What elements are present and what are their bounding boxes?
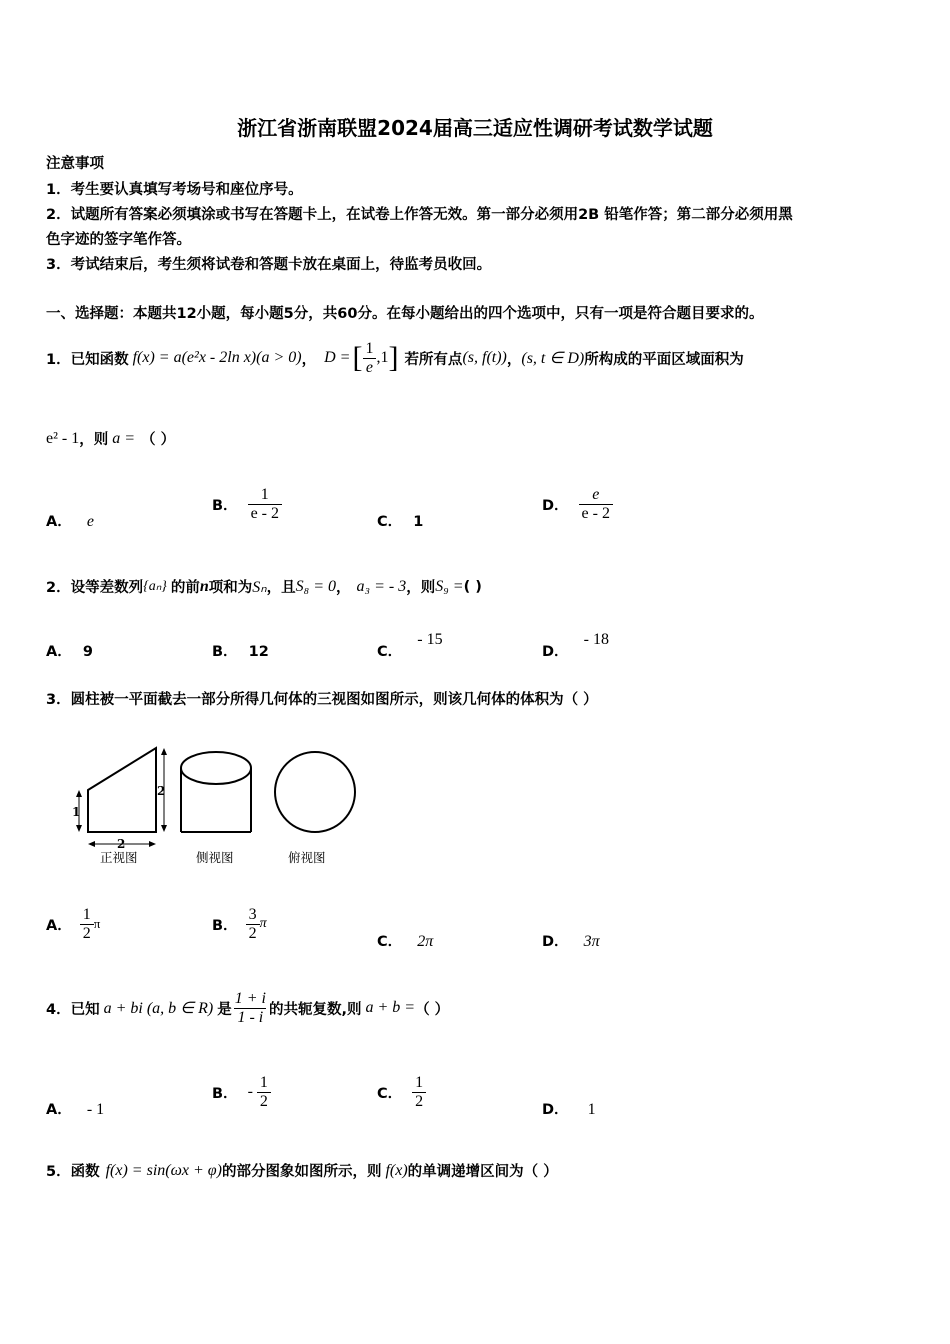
q1-option-b[interactable]: [212, 486, 282, 522]
option-suffix: π: [259, 916, 267, 932]
question-1-stem: [46, 340, 744, 376]
q3-option-a[interactable]: [46, 906, 100, 942]
q2-n: n: [199, 577, 209, 595]
q1-paren: （ ）: [141, 432, 176, 448]
option-label: B．: [212, 1085, 238, 1102]
option-fraction: $\frac{1}{2}$: [257, 1074, 271, 1110]
option-label: B．: [212, 644, 238, 660]
question-3-stem: 3．圆柱被一平面截去一部分所得几何体的三视图如图所示，则该几何体的体积为（ ）: [46, 692, 598, 708]
q1-point: (s, f(t)): [462, 349, 507, 367]
option-value: 1: [413, 514, 424, 530]
q1-option-c[interactable]: [377, 510, 423, 531]
q4-option-b[interactable]: [212, 1074, 271, 1110]
q2-option-d[interactable]: [542, 631, 609, 661]
q1-condition: (s, t ∈ D): [521, 350, 585, 368]
q3-option-d[interactable]: [542, 930, 600, 951]
question-2-stem: [46, 576, 482, 597]
q2-text-3: ，且: [266, 580, 296, 596]
q1-option-a[interactable]: [46, 510, 94, 531]
question-4-stem: [46, 990, 449, 1026]
option-fraction: $\frac{1}{2}$: [80, 906, 94, 942]
option-value: e: [86, 513, 94, 530]
q2-text-2: 项和为: [208, 580, 253, 596]
q1-comma: ，: [301, 351, 317, 368]
option-value: - 1: [86, 1101, 105, 1118]
notice-item-3: 3．考试结束后，考生须将试卷和答题卡放在桌面上，待监考员收回。: [46, 257, 492, 273]
q4-option-c[interactable]: [377, 1074, 426, 1110]
q1-option-d[interactable]: [542, 486, 613, 522]
option-label: C．: [377, 1085, 403, 1102]
q1-comma-2: ，: [506, 351, 522, 368]
dim-left-label: 1: [72, 805, 81, 819]
option-label: C．: [377, 934, 403, 950]
option-label: D．: [542, 497, 569, 514]
q4-text-1: 是: [217, 1001, 232, 1018]
option-label: B．: [212, 497, 238, 514]
top-view-label: 俯视图: [288, 850, 326, 865]
q4-option-d[interactable]: [542, 1098, 596, 1119]
q4-expression: a + bi (a, b ∈ R): [103, 1000, 214, 1018]
q1-tail: 所构成的平面区域面积为: [584, 351, 744, 368]
side-view-label: 侧视图: [196, 850, 234, 865]
option-label: B．: [212, 917, 238, 934]
q5-tail: 的单调递增区间为（ ）: [407, 1164, 558, 1180]
option-label: D．: [542, 1102, 569, 1118]
q1-area: e² - 1: [46, 429, 80, 447]
q2-paren: ( ): [463, 578, 482, 595]
q2-s9: S₉ =: [435, 577, 464, 595]
q2-text-4: ，则: [406, 580, 436, 596]
option-value: 12: [248, 644, 269, 660]
option-suffix: π: [93, 916, 101, 932]
side-view-top-ellipse: [181, 752, 251, 784]
q1-domain-upper: ,1: [376, 349, 389, 367]
q2-number: 2．设等差数列: [46, 580, 144, 596]
q2-s8: S₈ = 0: [295, 577, 337, 595]
q3-option-b[interactable]: [212, 906, 267, 942]
q3-option-c[interactable]: [377, 930, 433, 951]
option-value: 1: [587, 1101, 596, 1118]
q4-number: 4．已知: [46, 1001, 100, 1018]
option-label: A．: [46, 917, 72, 934]
q5-f: f(x): [385, 1161, 408, 1179]
q2-option-b[interactable]: [212, 640, 269, 661]
option-fraction: $\frac{e}{e - 2}$: [579, 486, 613, 522]
option-fraction: $\frac{1}{e - 2}$: [248, 486, 282, 522]
option-label: D．: [542, 644, 569, 660]
option-label: C．: [377, 514, 403, 530]
q1-function: f(x) = a(e²x - 2ln x)(a > 0): [132, 349, 302, 367]
option-value: - 15: [417, 631, 443, 648]
q2-text-1: 的前: [170, 580, 200, 596]
top-view-circle: [275, 752, 355, 832]
q2-option-c[interactable]: [377, 631, 443, 661]
q1-domain-prefix: D =: [324, 349, 351, 367]
q1-ask: ，则: [79, 432, 109, 448]
dim-left-arrow-up: [76, 790, 82, 797]
q4-option-a[interactable]: [46, 1098, 104, 1119]
dim-bottom-arrow-right: [149, 841, 156, 847]
option-label: C．: [377, 644, 403, 660]
front-view-label: 正视图: [100, 850, 138, 865]
dim-bottom-arrow-left: [88, 841, 95, 847]
q5-text-1: 的部分图象如图所示，则: [221, 1164, 382, 1180]
q1-bracket-left: [: [352, 341, 363, 375]
question-1-stem-cont: [46, 428, 175, 449]
q2-option-a[interactable]: [46, 640, 93, 661]
dim-right-arrow-down: [161, 825, 167, 832]
q1-ask-math: a =: [112, 429, 136, 447]
page-title: 浙江省浙南联盟2024届高三适应性调研考试数学试题: [237, 116, 713, 140]
q1-number: 1．已知函数: [46, 351, 129, 368]
option-label: A．: [46, 514, 72, 530]
q2-sequence: {aₙ}: [143, 579, 167, 594]
option-label: D．: [542, 934, 569, 950]
option-value: 9: [82, 644, 93, 660]
q1-mid-text: 若所有点: [404, 351, 463, 368]
notice-item-2: 2．试题所有答案必须填涂或书写在答题卡上，在试卷上作答无效。第一部分必须用2B 铅笔作答；第二部分必须用黑: [46, 207, 793, 223]
option-label: A．: [46, 1102, 72, 1118]
q2-comma: ，: [336, 580, 351, 596]
q4-ask: a + b =: [365, 999, 416, 1017]
notice-item-1: 1．考生要认真填写考场号和座位序号。: [46, 182, 303, 198]
dim-left-arrow-down: [76, 825, 82, 832]
notice-item-2-cont: 色字迹的签字笔作答。: [46, 232, 191, 248]
q2-a3: a₃ = - 3: [356, 577, 407, 595]
notice-heading: 注意事项: [46, 156, 104, 172]
q1-domain-fraction: $\frac{1}{e}$: [362, 340, 376, 376]
q1-bracket-right: ]: [388, 341, 399, 375]
dim-bottom-label: 2: [117, 837, 126, 851]
option-fraction: $\frac{1}{2}$: [412, 1074, 426, 1110]
q5-number: 5．函数: [46, 1164, 100, 1180]
section-heading: 一、选择题：本题共12小题，每小题5分，共60分。在每小题给出的四个选项中，只有一项是符合题目要求的。: [46, 306, 764, 322]
q4-paren: （ ）: [415, 1001, 450, 1018]
option-value: 3π: [583, 933, 600, 950]
front-view-shape: [88, 748, 156, 832]
q4-fraction: $\frac{1 + i}{1 - i}$: [234, 990, 266, 1026]
q2-sn: Sₙ: [252, 578, 267, 596]
question-5-stem: [46, 1160, 558, 1181]
dim-right-label: 2: [157, 784, 166, 798]
option-label: A．: [46, 644, 72, 660]
option-value: 2π: [417, 933, 434, 950]
option-value: - 18: [583, 631, 609, 648]
dim-right-arrow-up: [161, 748, 167, 755]
option-fraction: $\frac{3}{2}$: [246, 906, 260, 942]
q5-function: f(x) = sin(ωx + φ): [105, 1161, 222, 1179]
three-view-figure: [70, 740, 370, 870]
option-sign: -: [247, 1083, 253, 1101]
q4-text-2: 的共轭复数,则: [268, 1001, 362, 1018]
